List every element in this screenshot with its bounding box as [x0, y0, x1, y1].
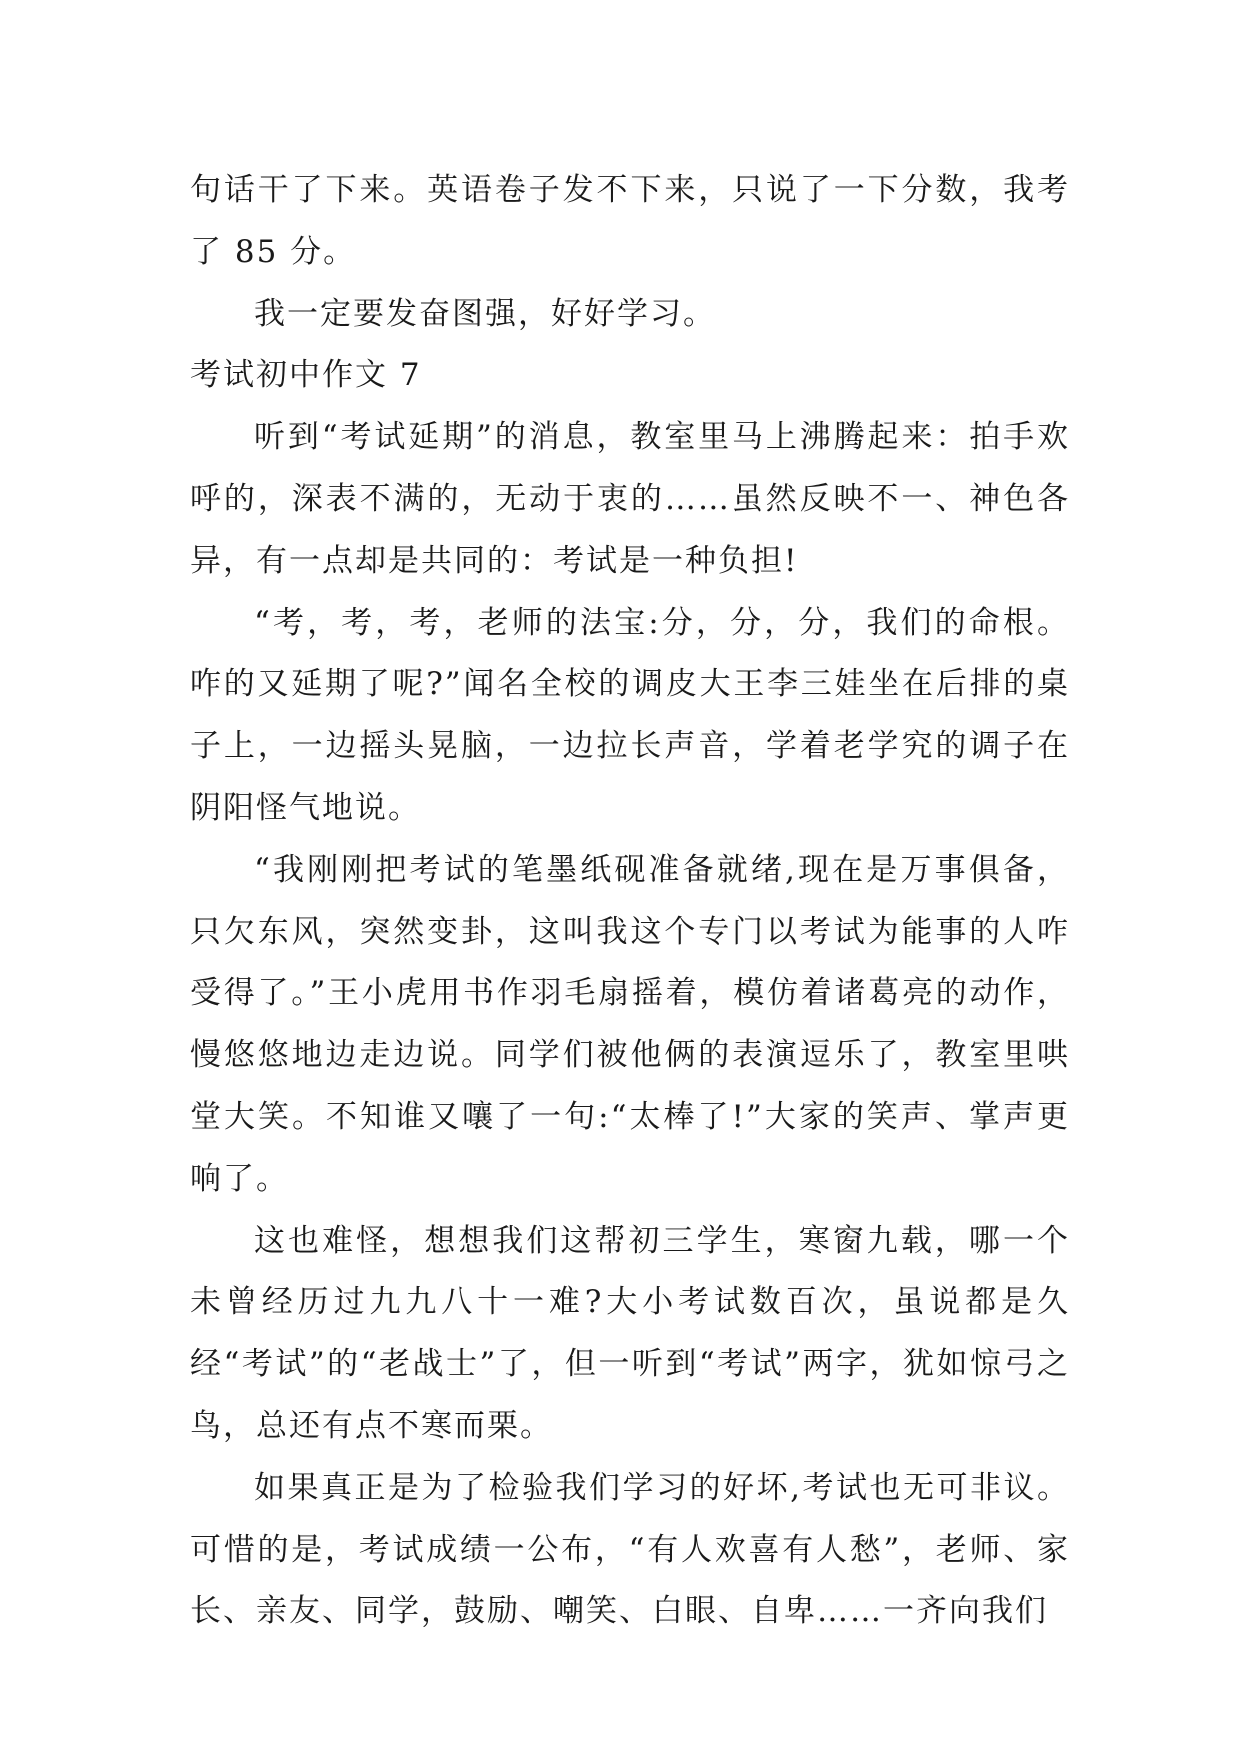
paragraph-continuation: 句话干了下来。英语卷子发不下来，只说了一下分数，我考了 85 分。 — [190, 172, 1070, 270]
essay-heading: 考试初中作文 7 — [190, 357, 422, 394]
paragraph-exam-delay: 听到“考试延期”的消息，教室里马上沸腾起来：拍手欢呼的，深表不满的，无动于衷的……虽然反映不一、神色各异，有一点却是共同的：考试是一种负担! — [190, 419, 1070, 579]
document-body — [190, 160, 1070, 1643]
paragraph-li-sanwa: “考，考，考，老师的法宝:分，分，分，我们的命根。咋的又延期了呢?”闻名全校的调皮大王李三娃坐在后排的桌子上，一边摇头晃脑，一边拉长声音，学着老学究的调子在阴阳怪气地说。 — [190, 604, 1070, 826]
paragraph-wang-xiaohu: “我刚刚把考试的笔墨纸砚准备就绪,现在是万事俱备，只欠东风，突然变卦，这叫我这个专门以考试为能事的人咋受得了。”王小虎用书作羽毛扇摇着，模仿着诸葛亮的动作，慢悠悠地边走边说。同学们被他俩的表演逗乐了，教室里哄堂大笑。不知谁又嚷了一句:“太棒了!”大家的笑声、掌声更响了。 — [190, 851, 1070, 1197]
paragraph-grade-nine: 这也难怪，想想我们这帮初三学生，寒窗九载，哪一个未曾经历过九九八十一难?大小考试数百次，虽说都是久经“考试”的“老战士”了，但一听到“考试”两字，犹如惊弓之鸟，总还有点不寒而栗。 — [190, 1222, 1070, 1444]
paragraph-resolve: 我一定要发奋图强，好好学习。 — [254, 295, 716, 332]
paragraph-exam-results: 如果真正是为了检验我们学习的好坏,考试也无可非议。可惜的是，考试成绩一公布，“有人欢喜有人愁”，老师、家长、亲友、同学，鼓励、嘲笑、白眼、自卑……一齐向我们 — [190, 1469, 1070, 1630]
